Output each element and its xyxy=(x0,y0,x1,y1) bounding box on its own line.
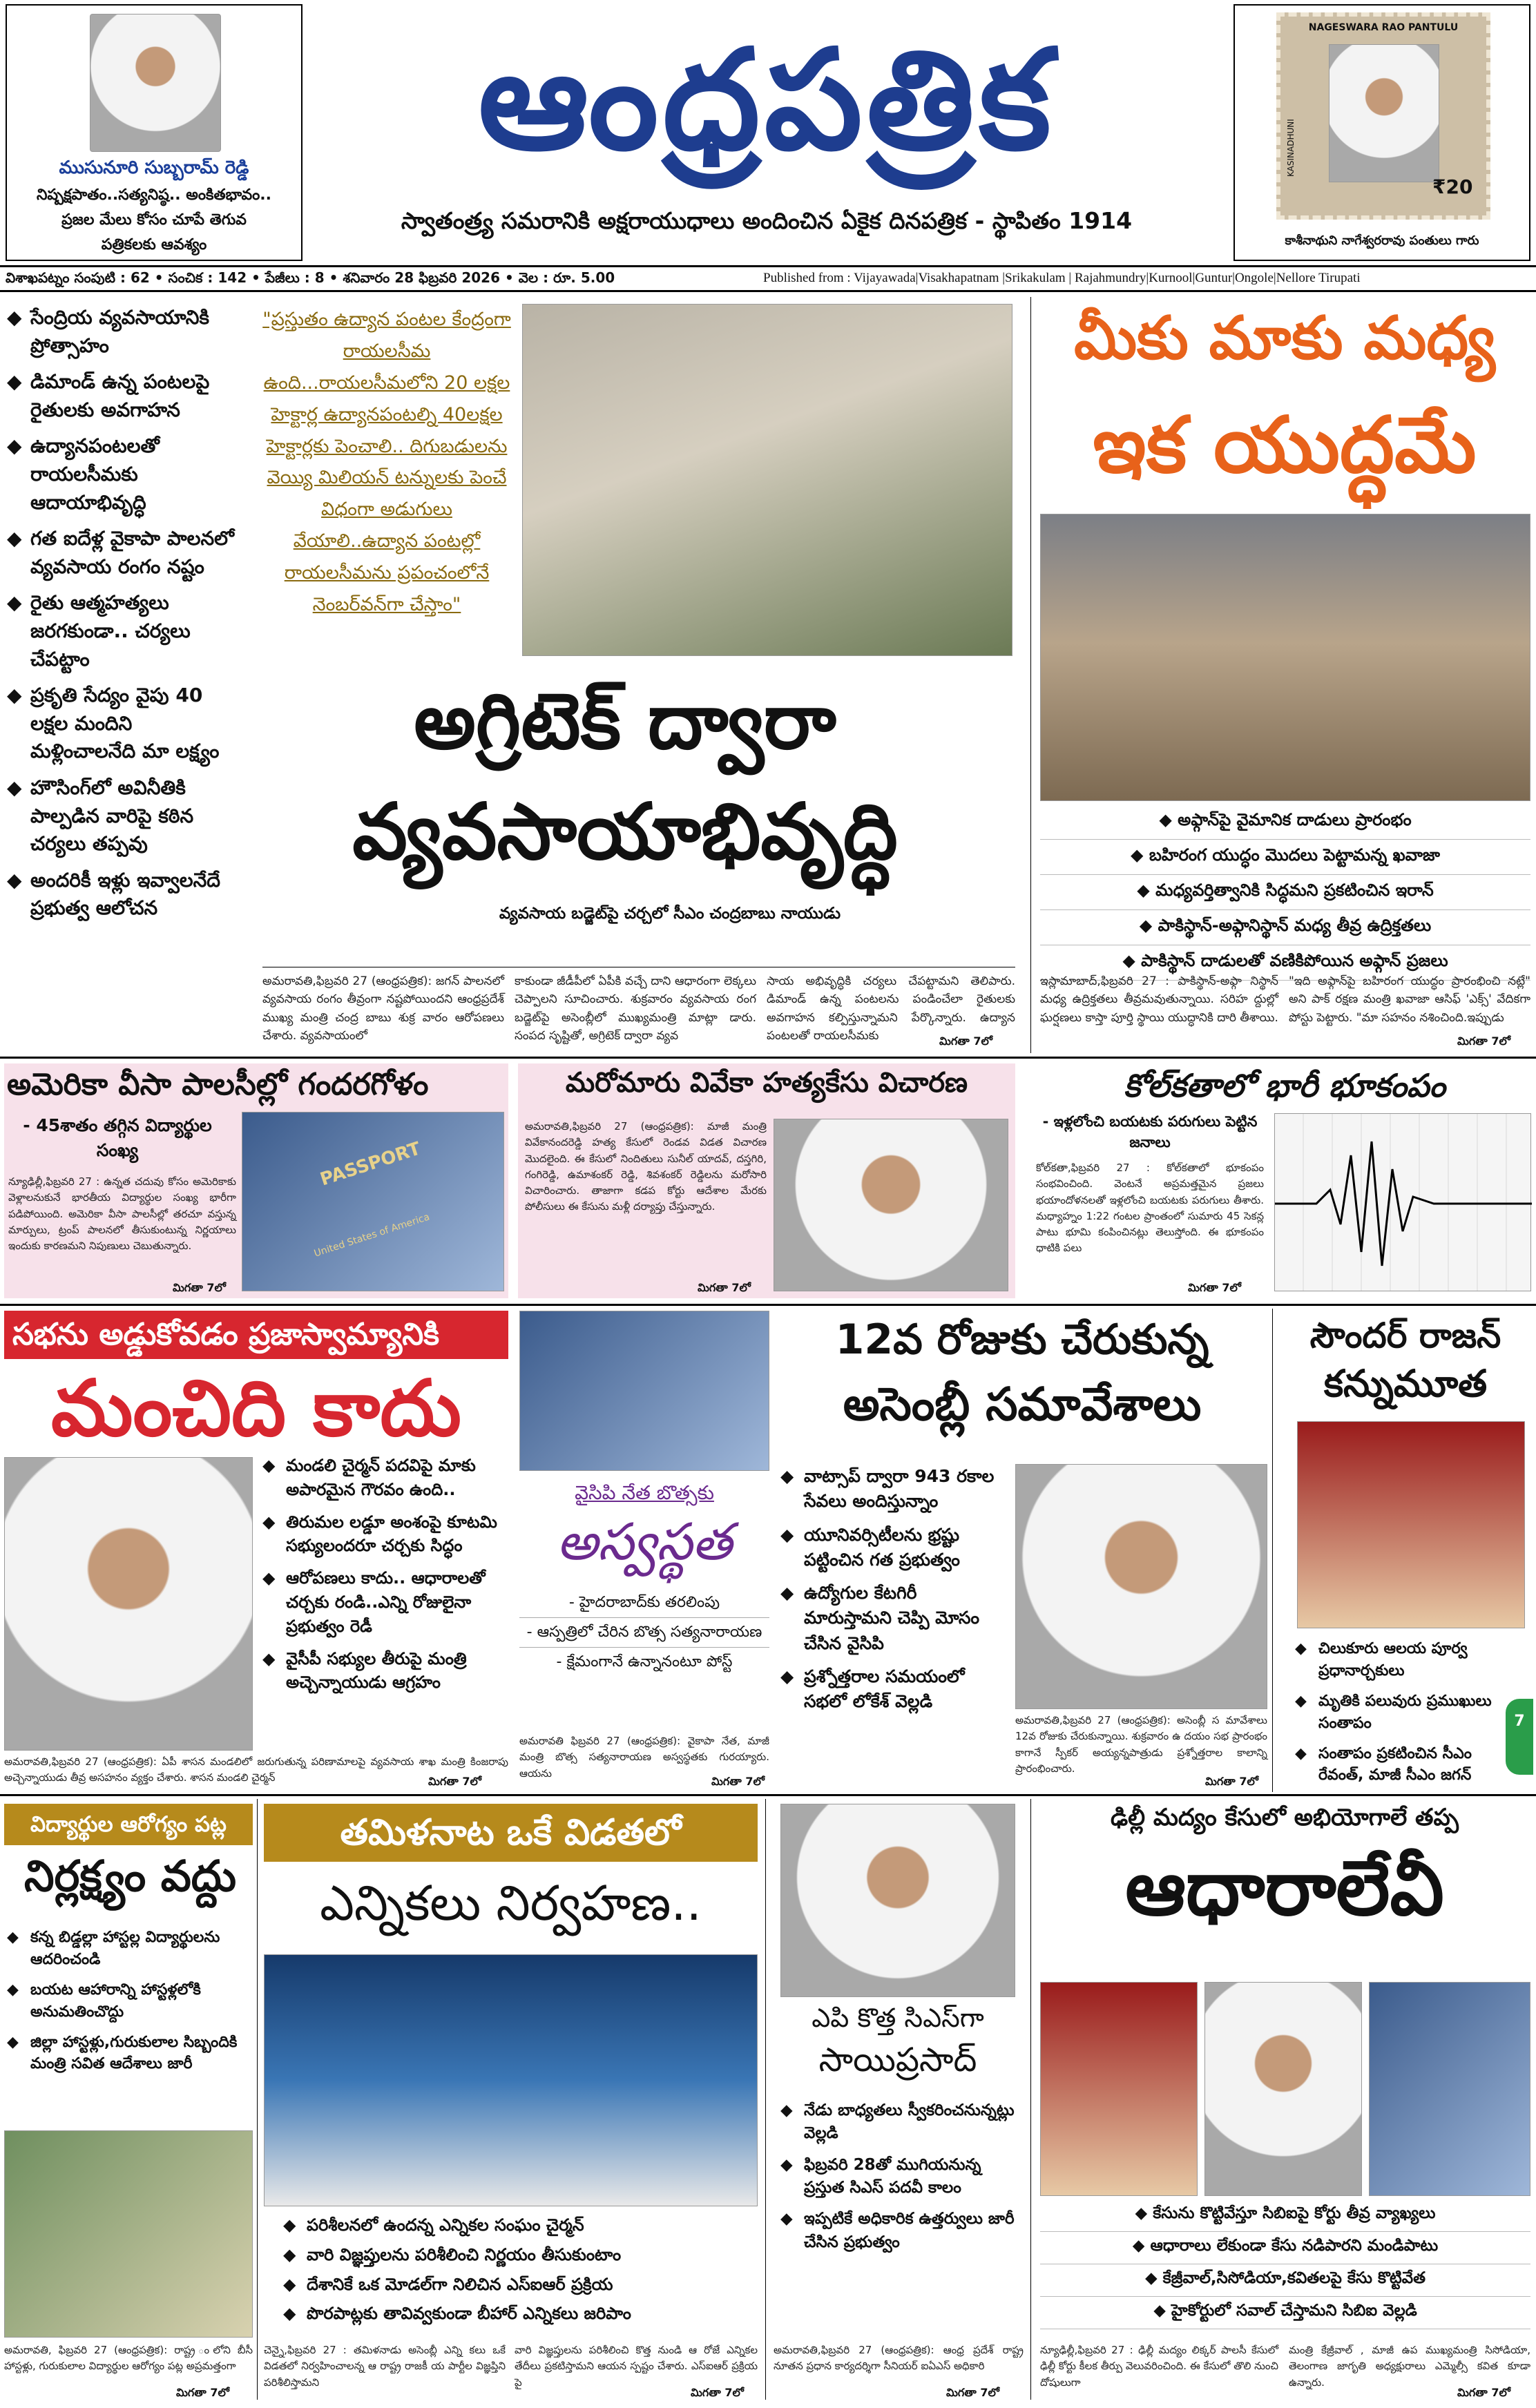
lead-photo-cm-assembly xyxy=(522,304,1012,656)
delhi-headline: ఆధారాలేవీ xyxy=(1125,1844,1444,1932)
assembly-bullet: ◆ యూనివర్సిటీలను భ్రష్టు పట్టించిన గత ప్రభుత్వం xyxy=(780,1523,1008,1573)
botsa-headline: అస్వస్థత xyxy=(557,1512,732,1572)
masthead-title: ఆంధ్రపత్రిక xyxy=(478,19,1055,181)
lead-quote: "ప్రస్తుతం ఉద్యాన పంటల కేంద్రంగా రాయలసీమ ఉంది...రాయలసీమలోని 20 లక్షల హెక్టార్ల ఉద్యానపంటల్ని 40లక్షల హెక్టార్లకు పెంచాలి.. దిగుబడులను వెయ్యి మిలియన్ టన్నులకు పెంచే విధంగా అడుగులు వేయాలి..ఉద్యాన పంటల్లో రాయలసీమను ప్రపంచంలోనే నెంబర్‌వన్‌గా చేస్తాం" xyxy=(262,309,511,616)
cs-headline: సాయిప్రసాద్ xyxy=(818,2041,977,2079)
stamp-side: KASINADHUNI xyxy=(1286,119,1296,177)
col-rule-2 xyxy=(765,1799,766,2400)
war-bullets xyxy=(1040,805,1530,981)
tn-body-col-1: చెన్నై,ఫిబ్రవరి 27 : తమిళనాడు అసెంబ్లీ ఎన్ని కలు ఒకే విడతలో నిర్వహించాలన్న ఆ రాష్ట్ర రాజకీ య పార్టీల విజ్ఞప్తిని పరిశీలిస్తామని xyxy=(264,2344,506,2389)
lead-body-col-3: సాయ అభివృద్ధికి చర్యలు చేపట్టామని తెలిపారు. డిమాండ్ ఉన్న పంటలను పండించేలా రైతులకు అవగాహన కల్పిస్తున్నామని పేర్కొన్నారు. ఉద్యాన పంటలతో రాయలసీమకు xyxy=(767,974,1015,1043)
assembly-continued: మిగతా 7లో xyxy=(1205,1775,1258,1788)
botsa-body: అమరావతి ఫిబ్రవరి 27 (ఆంధ్రపత్రిక): వైకాపా నేత, మాజీ మంత్రి బొత్స సత్యనారాయణ అస్వస్థతకు గురయ్యారు. ఆయను xyxy=(519,1735,769,1780)
sabha-bullets xyxy=(262,1454,508,1703)
tn-headline: ఎన్నికలు నిర్వహణ.. xyxy=(320,1875,702,1932)
cs-photo xyxy=(780,1804,1015,1997)
seismograph-wave-icon xyxy=(1275,1114,1532,1292)
published-from: Published from : Vijayawada|Visakhapatnam |Srikakulam | Rajahmundry|Kurnool|Guntur|Ongole|Nellore Tirupati xyxy=(763,271,1361,285)
sabha-headline: మంచిది కాదు xyxy=(50,1364,462,1454)
page-ear-badge: 7 xyxy=(1506,1699,1533,1775)
masthead-rule-bottom xyxy=(0,290,1536,292)
col-rule-3 xyxy=(1030,1799,1031,2400)
stamp xyxy=(1276,12,1490,220)
botsa-bullet: - ఆస్పత్రిలో చేరిన బొత్స సత్యనారాయణ xyxy=(519,1618,769,1648)
lead-bullets xyxy=(7,304,235,931)
saundar-headline-1: సౌందర్ రాజన్ xyxy=(1309,1316,1501,1356)
health-kicker: విద్యార్థుల ఆరోగ్యం పట్ల xyxy=(4,1804,253,1845)
quake-body: కోల్‌కతా,ఫిబ్రవరి 27 : కోల్‌కతాలో భూకంపం సంభవించింది. వెంటనే అప్రమత్తమైన ప్రజలు భయాందోళనలతో ఇళ్లలోంచి బయటకు పరుగులు తీశారు. మధ్యాహ్నం 1:22 గంటల ప్రాంతంలో సుమారు 45 సెకన్ల పాటు భూమి కంపించినట్లు తెలుస్తోంది. ఈ భూకంపం ధాటికి పలు xyxy=(1036,1162,1264,1255)
delhi-bullet: ◆ హైకోర్టులో సవాల్ చేస్తామని సిబిఐ వెల్లడి xyxy=(1040,2297,1530,2329)
health-continued: మిగతా 7లో xyxy=(176,2386,229,2399)
lead-bullet: ◆ హౌసింగ్‌లో అవినీతికి పాల్పడిన వారిపై కఠిన చర్యలు తప్పవు xyxy=(7,774,235,858)
saundar-bullets xyxy=(1295,1638,1502,1795)
sabha-bullet: ◆ మండలి చైర్మన్ పదవిపై మాకు అపారమైన గౌరవం ఉంది.. xyxy=(262,1454,508,1502)
passport-label: PASSPORT xyxy=(318,1138,423,1191)
health-headline: నిర్లక్ష్యం వద్దు xyxy=(23,1851,237,1901)
assembly-bullet: ◆ వాట్సాప్ ద్వారా 943 రకాల సేవలు అందిస్తున్నాం xyxy=(780,1464,1008,1514)
motto-line-3: పత్రికలకు ఆవశ్యం xyxy=(101,236,207,253)
lead-body-col-2: కాకుండా జీడీపీలో ఏపీకి వచ్చే దాని ఆధారంగా లెక్కలు చెప్పాలని సూచించారు. శుక్రవారం వ్యవసాయ రంగ బడ్జెట్‌పై అసెంబ్లీలో ముఖ్యమంత్రి మాట్లా డారు. సంపద సృష్టితో, అగ్రిటెక్ ద్వారా వ్యవ xyxy=(515,974,756,1043)
war-bullet: ◆ బహిరంగ యుద్ధం మొదలు పెట్టామన్న ఖవాజా xyxy=(1040,840,1530,875)
masthead-tagline: స్వాతంత్ర్య సమరానికి అక్షరాయుధాలు అందించిన ఏకైక దినపత్రిక - స్థాపితం 1914 xyxy=(401,207,1133,234)
war-headline-1: మీకు మాకు మధ్య xyxy=(1074,304,1495,373)
stamp-title: NAGESWARA RAO PANTULU xyxy=(1308,22,1459,33)
sabha-kicker: సభను అడ్డుకోవడం ప్రజాస్వామ్యానికి xyxy=(4,1311,508,1359)
saundar-photo xyxy=(1297,1421,1525,1628)
delhi-bullets xyxy=(1040,2199,1530,2329)
sabha-body: అమరావతి,ఫిబ్రవరి 27 (ఆంధ్రపత్రిక): ఏపీ శాసన మండలిలో జరుగుతున్న పరిణామాలపై వ్యవసాయ శాఖ మంత్రి కింజరాపు అచ్చెన్నాయుడు తీవ్ర అసహనం వ్యక్తం చేశారు. శాసన మండలి చైర్మన్ xyxy=(4,1755,508,1784)
botsa-bullets xyxy=(519,1588,769,1677)
info-bar: విశాఖపట్నం సంపుటి : 62 • సంచిక : 142 • పేజీలు : 8 • శనివారం 28 ఫిబ్రవరి 2026 • వెల : రూ. 5.00 xyxy=(6,269,615,286)
health-bullet: ◆ బయట ఆహారాన్ని హాస్టళ్లలోకి అనుమతించొద్దు xyxy=(7,1979,252,2023)
assembly-bullet: ◆ ప్రశ్నోత్తరాల సమయంలో సభలో లోకేశ్ వెల్లడి xyxy=(780,1664,1008,1715)
delhi-photo-kavitha xyxy=(1040,1982,1198,2196)
lead-subhead: వ్యవసాయ బడ్జెట్‌పై చర్చలో సీఎం చంద్రబాబు నాయుడు xyxy=(499,905,841,923)
lead-headline-2: వ్యవసాయాభివృద్ధి xyxy=(352,787,898,877)
assembly-body: అమరావతి,ఫిబ్రవరి 27 (ఆంధ్రపత్రిక): అసెంబ్లీ స మావేశాలు 12వ రోజుకు చేరుకున్నాయి. శుక్రవారం ఉ దయం సభ ప్రారంభం కాగానే స్పీకర్ అయ్యన్నపాత్రుడు ప్రశ్నోత్తరాల కాలాన్ని ప్రారంభించారు. xyxy=(1015,1714,1267,1775)
cs-bullet: ◆ ఫిబ్రవరి 28తో ముగియనున్న ప్రస్తుత సిఎస్ పదవీ కాలం xyxy=(780,2154,1022,2200)
viveka-continued: మిగతా 7లో xyxy=(698,1281,751,1294)
lead-bullet: ◆ సేంద్రియ వ్యవసాయానికి ప్రోత్సాహం xyxy=(7,304,235,360)
visa-continued: మిగతా 7లో xyxy=(173,1281,226,1294)
war-continued: మిగతా 7లో xyxy=(1457,1034,1510,1048)
tn-kicker: తమిళనాట ఒకే విడతలో xyxy=(264,1804,758,1862)
war-body-col-1: ఇస్లామాబాద్,ఫిబ్రవరి 27 : పాకిస్థాన్-అఫ్గా నిస్థాన్ మధ్య ఉద్రిక్తతలు తీవ్రమవుతున్నాయి. సరిహ ద్దుల్లో ఘర్షణలు కాస్తా పూర్తి స్థాయి యుద్ధానికి దారి తీశాయి. xyxy=(1040,974,1278,1025)
assembly-photo-lokesh xyxy=(1015,1464,1267,1709)
cs-body: అమరావతి,ఫిబ్రవరి 27 (ఆంధ్రపత్రిక): ఆంధ్ర ప్రదేశ్ రాష్ట్ర నూతన ప్రధాన కార్యదర్శిగా సీనియర్ ఐఏఎస్ అధికారి xyxy=(774,2344,1024,2373)
motto-line-1: నిష్పక్షపాతం..సత్యనిష్ఠ.. అంకితభావం.. xyxy=(36,186,272,204)
war-headline-2: ఇక యుద్ధమే xyxy=(1093,401,1477,490)
sabha-bullet: ◆ తిరుమల లడ్డూ అంశంపై కూటమి సభ్యులందరూ చర్చకు సిద్ధం xyxy=(262,1510,508,1559)
stamp-caption: కాశీనాథుని నాగేశ్వరరావు పంతులు గారు xyxy=(1285,233,1479,248)
cs-bullet: ◆ ఇప్పటికే అధికారిక ఉత్తర్వులు జారీ చేసిన ప్రభుత్వం xyxy=(780,2208,1022,2254)
health-photo-minister xyxy=(4,2130,253,2338)
lead-bullet: ◆ అందరికీ ఇళ్లు ఇవ్వాలనేదే ప్రభుత్వ ఆలోచన xyxy=(7,867,235,923)
tn-bullet: ◆ పరిశీలనలో ఉందన్న ఎన్నికల సంఘం చైర్మన్ xyxy=(283,2213,760,2237)
motto-line-2: ప్రజల మేలు కోసం చూపే తెగువ xyxy=(61,211,247,229)
saundar-bullet: ◆ మృతికి పలువురు ప్రముఖులు సంతాపం xyxy=(1295,1691,1502,1735)
lead-headline-1: అగ్రిటెక్ ద్వారా xyxy=(414,677,836,767)
health-bullets xyxy=(7,1927,252,2083)
war-bullet: ◆ అఫ్గాన్‌పై వైమానిక దాడులు ప్రారంభం xyxy=(1040,805,1530,840)
cs-bullet: ◆ నేడు బాధ్యతలు స్వీకరించనున్నట్లు వెల్లడి xyxy=(780,2099,1022,2146)
sabha-photo-minister xyxy=(4,1457,253,1751)
health-body: అమరావతి, ఫిబ్రవరి 27 (ఆంధ్రపత్రిక): రాష్ట్ర ంలోని బీసీ హాస్టళ్లు, గురుకులాల విద్యార్థుల ఆరోగ్యం పట్ల అప్రమత్తంగా xyxy=(4,2344,253,2373)
quake-continued: మిగతా 7లో xyxy=(1188,1281,1241,1294)
sabha-bullet: ◆ వైసీపీ సభ్యుల తీరుపై మంత్రి అచ్చెన్నాయుడు ఆగ్రహం xyxy=(262,1647,508,1695)
delhi-body-col-2: మంత్రి కేజ్రీవాల్ , మాజీ ఉప ముఖ్యమంత్రి సిసోడియా, తెలంగాణ జాగృతి అధ్యక్షురాలు ఎమ్మెల్సీ కవిత కూడా ఉన్నారు. xyxy=(1289,2344,1530,2389)
visa-photo-passport xyxy=(242,1112,504,1291)
botsa-photo xyxy=(519,1311,769,1471)
cs-bullets xyxy=(780,2099,1022,2262)
tn-photo-election-commission xyxy=(264,1954,758,2206)
rule-row-3 xyxy=(0,1794,1536,1796)
war-bullet: ◆ పాకిస్థాన్ దాడులతో వణికిపోయిన అఫ్గాన్ ప్రజలు xyxy=(1040,945,1530,981)
col-rule-1 xyxy=(257,1799,258,2400)
tn-bullets xyxy=(283,2213,760,2331)
quake-subhead: - ఇళ్లలోంచి బయటకు పరుగులు పెట్టిన జనాలు xyxy=(1042,1113,1258,1150)
botsa-continued: మిగతా 7లో xyxy=(711,1775,765,1788)
passport-country: United States of America xyxy=(312,1211,432,1260)
quake-headline: కోల్‌కతాలో భారీ భూకంపం xyxy=(1124,1067,1446,1104)
cs-continued: మిగతా 7లో xyxy=(946,2386,999,2399)
stamp-portrait xyxy=(1329,44,1439,182)
lead-bullet: ◆ ప్రకృతి సేద్యం వైపు 40 లక్షల మందిని మళ్లించాలనేది మా లక్ష్యం xyxy=(7,682,235,766)
tn-bullet: ◆ దేశానికే ఒక మోడల్‌గా నిలిచిన ఎస్ఐఆర్ ప్రక్రియ xyxy=(283,2273,760,2297)
lead-bullet: ◆ డిమాండ్ ఉన్న పంటలపై రైతులకు అవగాహన xyxy=(7,368,235,424)
founder-photo xyxy=(90,14,221,152)
delhi-photo-kejriwal xyxy=(1204,1982,1362,2196)
assembly-headline-1: 12వ రోజుకు చేరుకున్న xyxy=(835,1316,1209,1364)
lead-bullet: ◆ రైతు ఆత్మహత్యలు జరగకుండా.. చర్యలు చేపట్టాం xyxy=(7,589,235,673)
tn-body-col-2: వారి విజ్ఞప్తులను పరిశీలించి కొత్త నుండి ఆ రోజే ఎన్నికల తేదీలు ప్రకటిస్తామని ఆయన స్పష్టం చేశారు. ఎస్ఐఆర్ ప్రక్రియ పై xyxy=(515,2344,758,2389)
viveka-body: అమరావతి,ఫిబ్రవరి 27 (ఆంధ్రపత్రిక): మాజీ మంత్రి వివేకానందరెడ్డి హత్య కేసులో రెండవ విడత విచారణ మొదలైంది. ఈ కేసులో నిందితులు సునీల్ యాదవ్, దస్తగిరి, గంగిరెడ్డి, ఉమాశంకర్ రెడ్డి, శివశంకర్ రెడ్డిలను మరోసారి విచారించారు. తాజాగా కడప కోర్టు ఆదేశాల మేరకు పోలీసులు ఈ కేసును మళ్లీ దర్యాప్తు చేస్తున్నారు. xyxy=(525,1120,767,1213)
assembly-headline-2: అసెంబ్లీ సమావేశాలు xyxy=(843,1378,1202,1431)
botsa-bullet: - క్షేమంగానే ఉన్నానంటూ పోస్ట్ xyxy=(556,1653,733,1671)
war-bullet: ◆ మధ్యవర్తిత్వానికి సిద్ధమని ప్రకటించిన ఇరాన్ xyxy=(1040,875,1530,910)
rule-row-2 xyxy=(0,1304,1536,1306)
tn-bullet: ◆ వారి విజ్ఞప్తులను పరిశీలించి నిర్ణయం తీసుకుంటాం xyxy=(283,2243,760,2267)
war-photo-rubble xyxy=(1040,514,1530,801)
visa-headline: అమెరికా వీసా పాలసీల్లో గందరగోళం xyxy=(7,1067,429,1102)
viveka-photo xyxy=(774,1119,1008,1291)
tn-bullet: ◆ పొరపాట్లకు తావివ్వకుండా బీహార్ ఎన్నికలు జరిపాం xyxy=(283,2302,760,2326)
col-rule-5 xyxy=(1030,297,1031,1053)
war-body-col-2: "ఇది అఫ్గాన్‌పై బహిరంగ యుద్ధం ప్రారంభించి నట్లే" అని పాక్ రక్షణ మంత్రి ఖవాజా ఆసిఫ్ 'ఎక్స్' వేదికగా పోస్టు పెట్టారు. "మా సహనం నశించింది.ఇప్పుడు xyxy=(1289,974,1530,1025)
delhi-bullet: ◆ కేసును కొట్టివేస్తూ సిబిఐపై కోర్టు తీవ్ర వ్యాఖ్యలు xyxy=(1040,2199,1530,2232)
delhi-continued: మిగతా 7లో xyxy=(1457,2386,1510,2399)
assembly-bullets xyxy=(780,1464,1008,1722)
delhi-photo-sisodia xyxy=(1369,1982,1530,2196)
delhi-bullet: ◆ కేజ్రీవాల్,సిసోడియా,కవితలపై కేసు కొట్టివేత xyxy=(1040,2264,1530,2297)
health-bullet: ◆ కన్న బిడ్డల్లా హాస్టల్ల విద్యార్థులను ఆదరించండి xyxy=(7,1927,252,1971)
visa-body: న్యూఢిల్లీ,ఫిబ్రవరి 27 : ఉన్నత చదువు కోసం అమెరికాకు వెళ్లాలనుకునే భారతీయ విద్యార్థుల సంఖ్య భారీగా పడిపోయింది. అమెరికా వీసా పాలసీల్లో తరచూ వస్తున్న మార్పులు, ట్రంప్ పాలనలో తీసుకుంటున్న నిర్ణయాలు ఇందుకు కారణమని నిపుణులు చెబుతున్నారు. xyxy=(8,1175,236,1252)
masthead-left-box xyxy=(6,4,303,261)
lead-continued: మిగతా 7లో xyxy=(939,1034,992,1048)
saundar-headline-2: కన్నుమూత xyxy=(1323,1362,1488,1405)
lead-bullet: ◆ గత ఐదేళ్ల వైకాపా పాలనలో వ్యవసాయ రంగం నష్టం xyxy=(7,525,235,581)
sabha-continued: మిగతా 7లో xyxy=(428,1775,481,1788)
saundar-bullet: ◆ చిలుకూరు ఆలయ పూర్వ ప్రధానార్చకులు xyxy=(1295,1638,1502,1682)
stamp-value: ₹20 xyxy=(1432,175,1473,198)
lead-bullet: ◆ ఉద్యానపంటలతో రాయలసీమకు ఆదాయాభివృద్ధి xyxy=(7,432,235,517)
sabha-bullet: ◆ ఆరోపణలు కాదు.. ఆధారాలతో చర్చకు రండి..ఎన్ని రోజులైనా ప్రభుత్వం రెడీ xyxy=(262,1566,508,1638)
founder-name: ముసునూరి సుబ్బరామ్ రెడ్డి xyxy=(59,157,249,178)
tn-continued: మిగతా 7లో xyxy=(691,2386,744,2399)
delhi-bullet: ◆ ఆధారాలు లేకుండా కేసు నడిపారని మండిపాటు xyxy=(1040,2232,1530,2264)
masthead-rule-top xyxy=(0,265,1536,267)
stamp-box xyxy=(1233,4,1530,261)
cs-kicker: ఎపి కొత్త సిఎస్‌గా xyxy=(812,2003,984,2033)
health-bullet: ◆ జిల్లా హాస్టళ్లు,గురుకులాల సిబ్బందికి మంత్రి సవిత ఆదేశాలు జారీ xyxy=(7,2032,252,2076)
botsa-kicker: వైసిపి నేత బొత్సకు xyxy=(575,1481,714,1504)
quake-photo-seismograph xyxy=(1274,1113,1531,1291)
visa-subhead: - 45శాతం తగ్గిన విద్యార్థుల సంఖ్య xyxy=(23,1115,212,1160)
col-rule-4 xyxy=(1272,1309,1273,1792)
rule-row-1 xyxy=(0,1057,1536,1059)
delhi-body-col-1: న్యూఢిల్లీ,ఫిబ్రవరి 27 : ఢిల్లీ మద్యం లిక్కర్ పాలసీ కేసులో ఢిల్లీ కోర్టు కీలక తీర్పు వెలువరించింది. ఈ కేసులో తొలి నుంచి దోషులుగా xyxy=(1040,2344,1278,2389)
saundar-bullet: ◆ సంతాపం ప్రకటించిన సీఎం రేవంత్, మాజీ సీఎం జగన్ xyxy=(1295,1743,1502,1787)
war-bullet: ◆ పాకిస్థాన్-అఫ్గానిస్థాన్ మధ్య తీవ్ర ఉద్రిక్తతలు xyxy=(1040,910,1530,945)
delhi-kicker: ఢిల్లీ మద్యం కేసులో అభియోగాలే తప్ప xyxy=(1110,1804,1459,1831)
assembly-bullet: ◆ ఉద్యోగుల కేటగిరీ మారుస్తామని చెప్పి మోసం చేసిన వైసిపి xyxy=(780,1581,1008,1656)
viveka-headline: మరోమారు వివేకా హత్యకేసు విచారణ xyxy=(565,1067,968,1099)
lead-body-col-1: అమరావతి,ఫిబ్రవరి 27 (ఆంధ్రపత్రిక): జగన్ పాలనలో వ్యవసాయ రంగం తీవ్రంగా నష్టపోయిందని ఆంధ్రప్రదేశ్ ముఖ్య మంత్రి చంద్ర బాబు శుక్ర వారం ఆరోపణలు చేశారు. వ్యవసాయంలో xyxy=(262,974,504,1043)
botsa-bullet: - హైదరాబాద్‌కు తరలింపు xyxy=(519,1588,769,1618)
